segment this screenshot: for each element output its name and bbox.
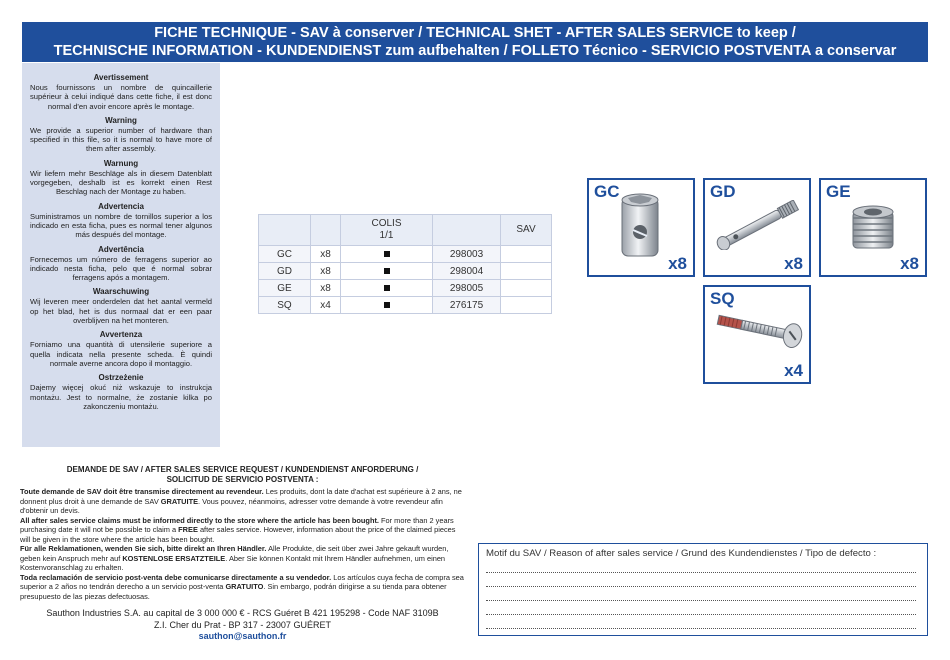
colis-label: COLIS 1/1 (371, 218, 402, 241)
footer-address: Z.I. Cher du Prat - BP 317 - 23007 GUÉRET (154, 619, 331, 630)
warning-nl (30, 287, 212, 325)
company-footer (20, 608, 465, 643)
warning-title: Waarschuwing (92, 287, 150, 297)
row-colis (341, 246, 433, 263)
warning-pl (30, 373, 212, 411)
row-ref: 298004 (433, 263, 501, 280)
header-ref (433, 215, 501, 246)
warning-panel (22, 63, 220, 447)
part-card-gc (587, 178, 695, 277)
included-marker-icon (384, 285, 390, 291)
sav-text: Les produits, dont la date d'achat est supérieure à 2 ans, ne donnent plus droit à une demande de SAV (20, 487, 462, 506)
warning-de (30, 159, 212, 197)
part-code: GE (826, 182, 851, 201)
warning-title: Avertissement (93, 73, 149, 82)
sav-paragraph-fr (20, 487, 465, 516)
header-code (259, 215, 311, 246)
sav-request-section (20, 465, 465, 601)
sav-text: after sales service. However, information about the price of the claimed pieces will be given in the store where the article has been bought. (20, 525, 456, 544)
sav-text: . Vous pouvez, néanmoins, adresser votre demande à votre revendeur afin d'obtenir un devis. (20, 496, 443, 515)
sav-bold: All after sales service claims must be informed directly to the store where the article has been bought. (20, 515, 379, 525)
warning-title: Avvertenza (99, 330, 143, 340)
sav-paragraph-de (20, 544, 465, 573)
parts-table (258, 214, 552, 314)
table-header-row (259, 215, 552, 246)
reason-input-line[interactable] (486, 559, 916, 573)
row-sav-checkbox[interactable] (501, 297, 552, 314)
warning-text: Dajemy więcej okuć niż wskazuje to instrukcja montażu. Jest to normalne, że zostanie kilka po zakonczeniu montażu. (30, 383, 212, 411)
sav-paragraph-es (20, 573, 465, 602)
reason-form (478, 543, 928, 636)
warning-fr (30, 73, 212, 111)
row-qty: x8 (311, 263, 341, 280)
header-sav: SAV (501, 215, 552, 246)
table-row (259, 263, 552, 280)
sav-bold: FREE (178, 525, 198, 534)
warning-text: Nous fournissons un nombre de quincaillerie supérieur à celui indiqué dans cette fiche, il est donc normal d'en avoir encore après le montage. (30, 83, 212, 111)
row-code: GE (259, 280, 311, 297)
reason-input-line[interactable] (486, 587, 916, 601)
warning-text: Fornecemos um número de ferragens superior ao indicado nesta ficha, pelo que é normal sobrar ferragens após a montagem. (30, 254, 212, 283)
warning-text: Wir liefern mehr Beschläge als in diesem Datenblatt vorgegeben, deshalb ist es korrekt einen Rest Beschlag nach der Montage zu haben. (30, 168, 212, 197)
sav-text: Los artículos cuya fecha de compra sea superior a 2 años no tendrán derecho a un servicio post-venta (20, 572, 464, 591)
row-code: GC (259, 246, 311, 263)
row-colis (341, 297, 433, 314)
warning-title: Warnung (103, 158, 139, 168)
warning-title: Advertencia (98, 201, 144, 211)
sav-bold: Für alle Reklamationen, wenden Sie sich, bitte direkt an Ihren Händler. (20, 544, 267, 553)
threaded-insert-icon (847, 202, 899, 254)
warning-text: Suministramos un nombre de tornillos superior a los indicado en esta ficha, pues es normal tener algunos más después del montage. (30, 211, 212, 240)
warning-text: We provide a superior number of hardware than specified in this file, so it is normal to have more of them after assembly. (30, 125, 212, 154)
part-code: GC (594, 182, 620, 201)
warning-es (30, 202, 212, 240)
table-row (259, 246, 552, 263)
row-ref: 298005 (433, 280, 501, 297)
warning-title: Ostrzeżenie (98, 373, 144, 383)
row-ref: 298003 (433, 246, 501, 263)
sav-bold: Toute demande de SAV doit être transmise directement au revendeur. (20, 487, 264, 496)
row-ref: 276175 (433, 297, 501, 314)
sav-bold: GRATUITO (225, 582, 264, 591)
included-marker-icon (384, 302, 390, 308)
part-qty: x8 (900, 254, 919, 273)
header-line-2: TECHNISCHE INFORMATION - KUNDENDIENST zum aufbehalten / FOLLETO Técnico - SERVICIO POSTVENTA a conservar (53, 43, 897, 59)
row-colis (341, 263, 433, 280)
row-sav-checkbox[interactable] (501, 246, 552, 263)
table-row (259, 297, 552, 314)
part-card-gd (703, 178, 811, 277)
part-card-ge (819, 178, 927, 277)
warning-pt (30, 245, 212, 283)
footer-company: Sauthon Industries S.A. au capital de 3 000 000 € - RCS Guéret B 421 195298 - Code NAF 3109B (46, 608, 439, 618)
sav-text: For more than 2 years purchasing date it will not be possible to claim a (20, 515, 454, 534)
sav-text: . Sin embargo, podrán dirigirse a su tienda para obtener presupuesto de las piezas defectuosas. (20, 582, 447, 601)
included-marker-icon (384, 251, 390, 257)
table-row (259, 280, 552, 297)
sav-title: DEMANDE DE SAV / AFTER SALES SERVICE REQUEST / KUNDENDIENST ANFORDERUNG / SOLICITUD DE SERVICIO POSTVENTA : (66, 465, 419, 484)
sav-text: . Aber Sie können Kontakt mit Ihrem Händler aufnehmen, um einen Kostenvoranschlag zu erhalten. (20, 553, 446, 572)
part-code: GD (710, 182, 736, 201)
included-marker-icon (384, 268, 390, 274)
row-qty: x8 (311, 280, 341, 297)
row-colis (341, 280, 433, 297)
warning-text: Forniamo una quantità di utensilerie superiore a quella indicata nella presente scheda. È quindi normale averne ancora dopo il montaggio. (30, 340, 212, 368)
part-qty: x4 (784, 361, 803, 380)
row-code: SQ (259, 297, 311, 314)
warning-text: Wij leveren meer onderdelen dat het aantal vermeld op het blad, het is dus normaal dat er een paar overblijven na het monteren. (30, 297, 212, 326)
barrel-nut-icon (619, 192, 661, 262)
row-sav-checkbox[interactable] (501, 263, 552, 280)
warning-title: Warning (105, 115, 137, 125)
header-colis (341, 215, 433, 246)
part-qty: x8 (668, 254, 687, 273)
row-qty: x4 (311, 297, 341, 314)
row-sav-checkbox[interactable] (501, 280, 552, 297)
sav-bold: GRATUITE (160, 496, 199, 506)
sav-bold: KOSTENLOSE ERSATZTEILE (122, 553, 226, 563)
sav-bold: Toda reclamación de servicio post-venta debe comunicarse directamente a su vendedor. (20, 572, 332, 582)
header-line-1: FICHE TECHNIQUE - SAV à conserver / TECHNICAL SHET - AFTER SALES SERVICE to keep / (154, 25, 796, 41)
reason-input-line[interactable] (486, 601, 916, 615)
part-code: SQ (710, 289, 735, 308)
header-qty (311, 215, 341, 246)
row-qty: x8 (311, 246, 341, 263)
part-qty: x8 (784, 254, 803, 273)
reason-input-line[interactable] (486, 573, 916, 587)
warning-it (30, 330, 212, 368)
footer-email-link[interactable]: sauthon@sauthon.fr (198, 631, 287, 641)
screw-icon (713, 307, 805, 353)
cam-bolt-icon (711, 200, 807, 250)
reason-input-line[interactable] (486, 615, 916, 629)
reason-label: Motif du SAV / Reason of after sales service / Grund des Kundendienstes / Tipo de defecto : (486, 548, 877, 559)
row-code: GD (259, 263, 311, 280)
warning-title: Advertência (98, 244, 144, 254)
sav-paragraph-en (20, 516, 465, 545)
warning-en (30, 116, 212, 154)
part-card-sq (703, 285, 811, 384)
header-banner (22, 22, 928, 62)
sav-text: Alle Produkte, die seit über zwei Jahre gekauft wurden, geben kein Anspruch mehr auf (20, 544, 449, 563)
